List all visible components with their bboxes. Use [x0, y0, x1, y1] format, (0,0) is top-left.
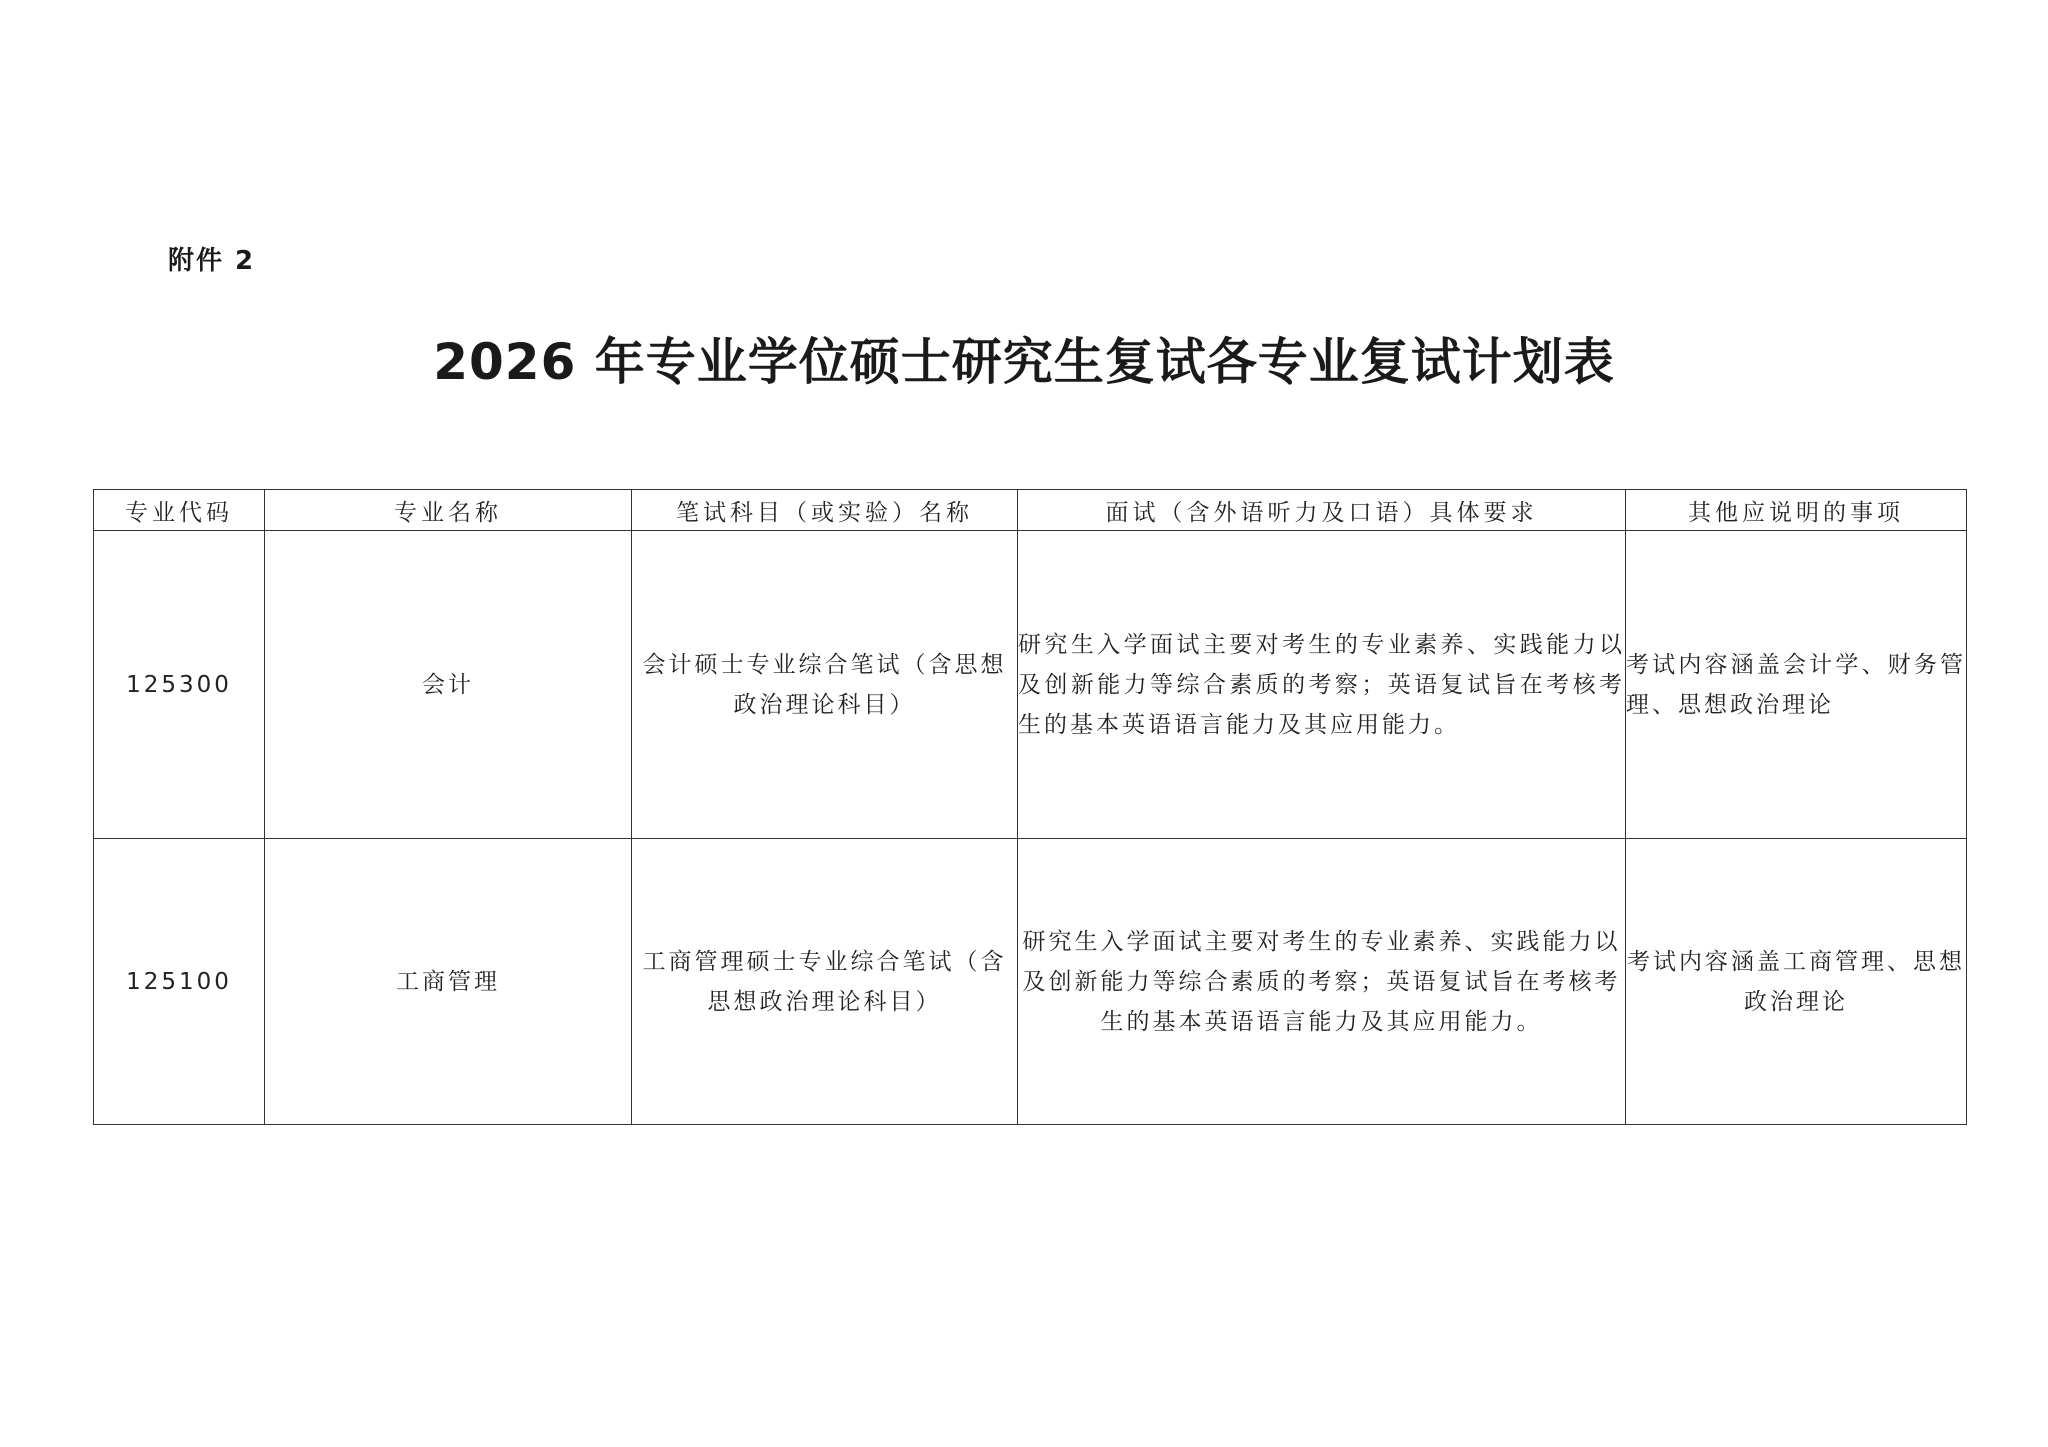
cell-written-exam: 工商管理硕士专业综合笔试（含思想政治理论科目）	[632, 839, 1018, 1125]
cell-major-name: 工商管理	[265, 839, 632, 1125]
header-other-notes: 其他应说明的事项	[1626, 490, 1967, 531]
table-row	[94, 531, 1967, 839]
cell-interview-requirements: 研究生入学面试主要对考生的专业素养、实践能力以及创新能力等综合素质的考察；英语复试旨在考核考生的基本英语语言能力及其应用能力。	[1018, 839, 1626, 1125]
header-major-code: 专业代码	[94, 490, 265, 531]
cell-major-name: 会计	[265, 531, 632, 839]
header-interview-requirements: 面试（含外语听力及口语）具体要求	[1018, 490, 1626, 531]
attachment-label: 附件 2	[168, 246, 256, 276]
cell-other-notes: 考试内容涵盖会计学、财务管理、思想政治理论	[1626, 531, 1967, 839]
table-header-row	[94, 490, 1967, 531]
cell-other-notes: 考试内容涵盖工商管理、思想政治理论	[1626, 839, 1967, 1125]
header-written-exam: 笔试科目（或实验）名称	[632, 490, 1018, 531]
header-major-name: 专业名称	[265, 490, 632, 531]
cell-major-code: 125100	[94, 839, 265, 1125]
table-row	[94, 839, 1967, 1125]
cell-major-code: 125300	[94, 531, 265, 839]
cell-interview-requirements: 研究生入学面试主要对考生的专业素养、实践能力以及创新能力等综合素质的考察；英语复试旨在考核考生的基本英语语言能力及其应用能力。	[1018, 531, 1626, 839]
retest-plan-table	[93, 489, 1967, 1125]
cell-written-exam: 会计硕士专业综合笔试（含思想政治理论科目）	[632, 531, 1018, 839]
document-title: 2026 年专业学位硕士研究生复试各专业复试计划表	[433, 333, 1615, 391]
